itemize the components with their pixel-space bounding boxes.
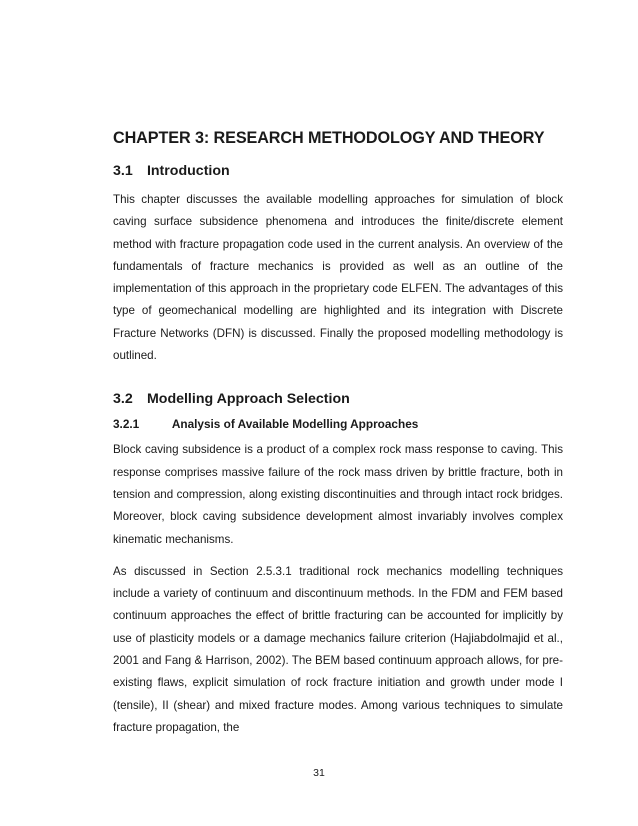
subsection-number: 3.2.1 xyxy=(113,417,140,432)
body-paragraph: As discussed in Section 2.5.3.1 traditional rock mechanics modelling techniques include a variety of continuum and discontinuum methods. In the FDM and FEM based continuum approaches the effect of brittle fracturing can be accounted for implicitly by use of plasticity models or a damage mechanics failure criterion (Hajiabdolmajid et al., 2001 and Fang & Harrison, 2002). The BEM based continuum approach allows, for pre-existing flaws, explicit simulation of rock fracture initiation and growth under mode I (tensile), II (shear) and mixed fracture modes. Among various techniques to simulate fracture propagation, the xyxy=(113,564,563,734)
page-number: 31 xyxy=(313,767,325,779)
section-3-2-heading xyxy=(113,391,563,407)
section-title: Introduction xyxy=(146,163,230,179)
section-number: 3.1 xyxy=(113,163,133,179)
subsection-3-2-1-heading xyxy=(113,417,563,431)
section-title: Modelling Approach Selection xyxy=(146,391,350,408)
page-body xyxy=(113,129,563,739)
section-number: 3.2 xyxy=(113,391,133,408)
chapter-title: CHAPTER 3: RESEARCH METHODOLOGY AND THEORY xyxy=(113,129,545,147)
body-paragraph: Block caving subsidence is a product of a complex rock mass response to caving. This response comprises massive failure of the rock mass driven by brittle fracture, both in tension and compression, along existing discontinuities and through intact rock bridges. Moreover, block caving subsidence development almost invariably involves complex kinematic mechanisms. xyxy=(113,443,563,546)
intro-paragraph: This chapter discusses the available modelling approaches for simulation of block caving surface subsidence phenomena and introduces the finite/discrete element method with fracture propagation code used in the current analysis. An overview of the fundamentals of fracture mechanics is provided as well as an outline of the implementation of this approach in the proprietary code ELFEN. The advantages of this type of geomechanical modelling are highlighted and its integration with Discrete Fracture Networks (DFN) is discussed. Finally the proposed modelling methodology is outlined. xyxy=(113,193,563,363)
subsection-title: Analysis of Available Modelling Approaches xyxy=(171,417,419,432)
section-3-1-heading xyxy=(113,163,563,179)
